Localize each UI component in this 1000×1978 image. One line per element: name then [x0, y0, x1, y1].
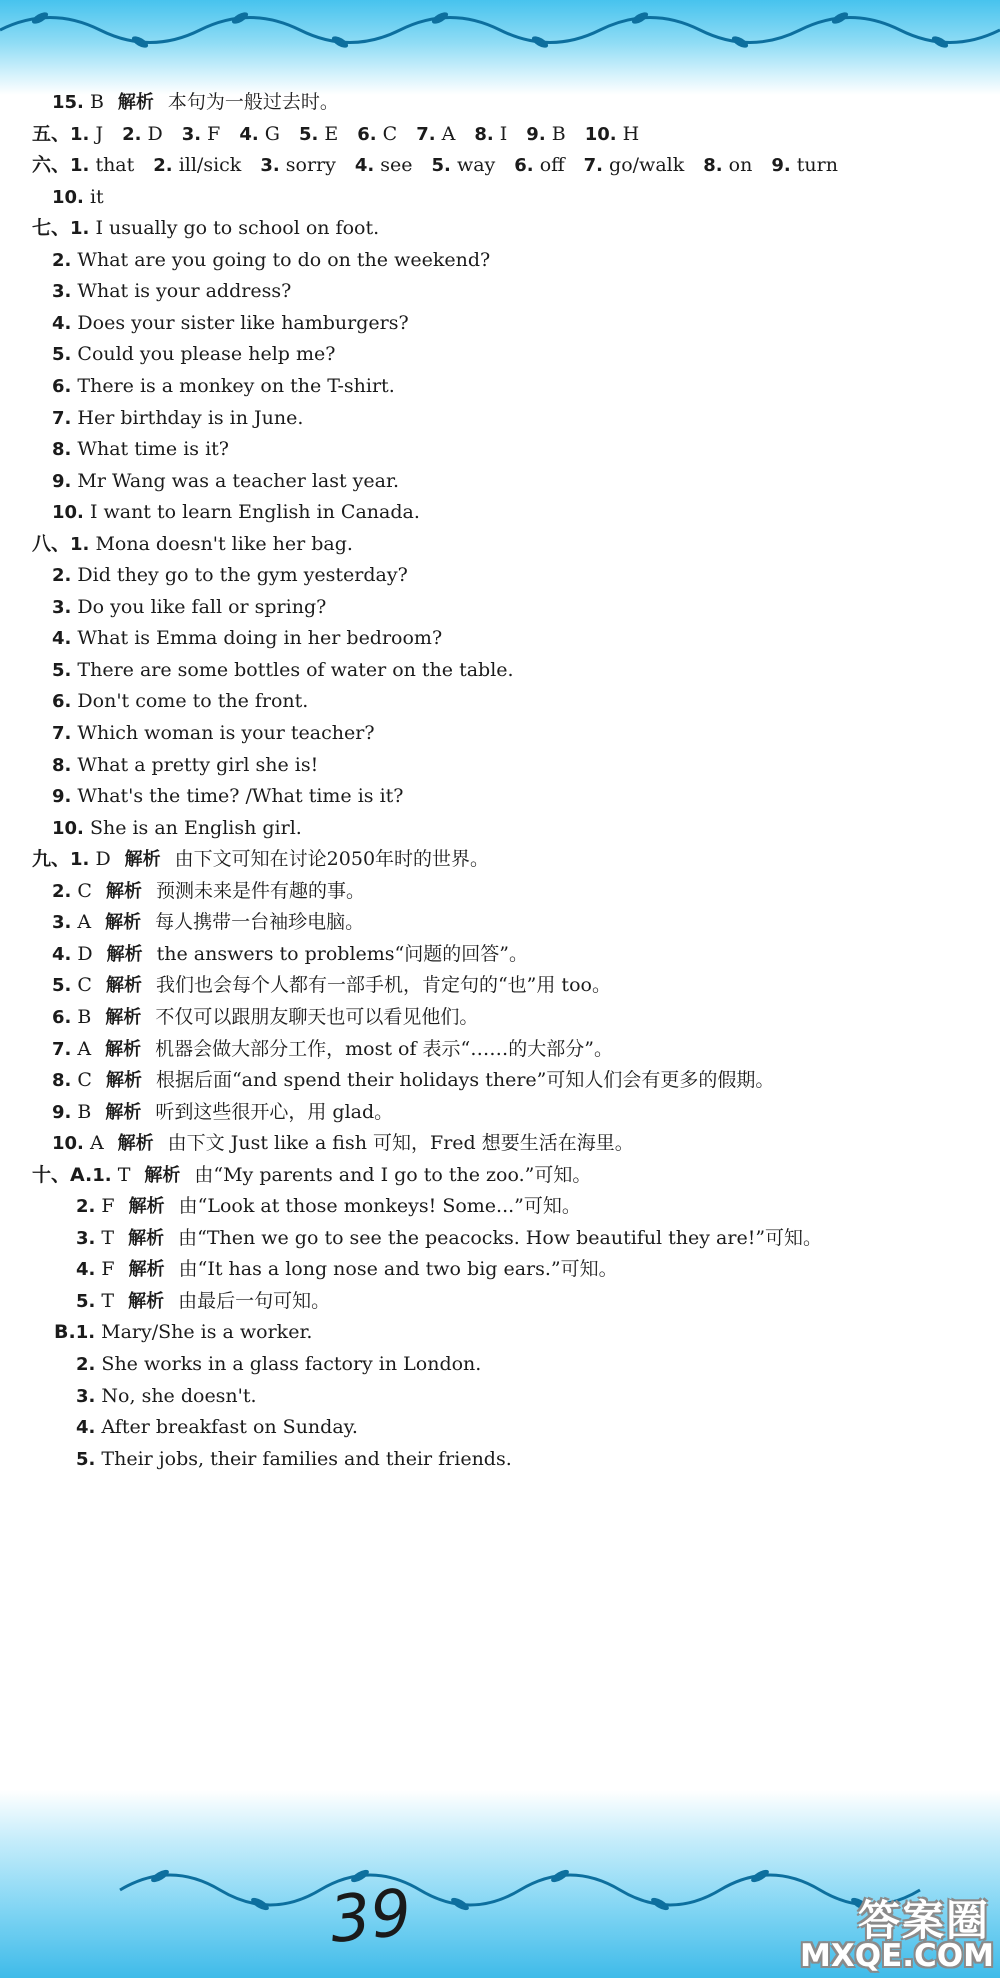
answer-text: What is your address? [77, 280, 292, 303]
answer-letter: C [77, 974, 92, 997]
item-number: 3. [52, 281, 72, 303]
item-number: 1. [75, 1322, 96, 1344]
answer-line [52, 973, 611, 998]
answer-line [52, 816, 302, 841]
item-number: 2. [153, 155, 173, 177]
item-number: 9. [52, 786, 72, 808]
item-answer: turn [796, 154, 838, 177]
item-answer: sorry [285, 154, 336, 177]
analysis-label: 解析 [105, 880, 142, 902]
answer-line [52, 1100, 393, 1125]
answer-line [52, 279, 291, 304]
item-number: 5. [431, 155, 451, 177]
analysis-label: 解析 [105, 1070, 142, 1092]
item-number: 7. [583, 155, 603, 177]
item-number: 5. [298, 123, 319, 145]
item-number: 3. [52, 596, 72, 618]
analysis-label: 解析 [124, 849, 161, 871]
answer-letter: C [77, 879, 92, 902]
answer-letter: T [117, 1163, 131, 1186]
item-answer: A [441, 122, 456, 145]
analysis-label: 解析 [105, 912, 142, 934]
analysis-label: 解析 [128, 1259, 165, 1281]
answer-line [52, 910, 364, 935]
section-marker: 五、 [32, 122, 71, 145]
answer-line [76, 1352, 481, 1377]
answer-line [32, 153, 857, 178]
item-number: 5. [52, 975, 72, 997]
section-marker: 十、A. [32, 1163, 93, 1186]
answer-line [52, 721, 375, 746]
answer-text: I want to learn English in Canada. [89, 501, 420, 524]
item-answer: D [147, 122, 163, 145]
item-number: 7. [52, 1038, 72, 1060]
item-answer: E [324, 122, 339, 145]
item-number: 5. [76, 1290, 96, 1312]
item-number: 1. [70, 218, 90, 240]
item-answer: J [95, 122, 104, 145]
answer-letter: D [95, 848, 111, 871]
item-answer: ill/sick [178, 154, 242, 177]
analysis-label: 解析 [128, 1196, 165, 1218]
item-number: 8. [474, 123, 494, 145]
answer-text: No, she doesn't. [101, 1384, 257, 1407]
answer-text: 由最后一句可知。 [178, 1289, 331, 1312]
answer-line [52, 753, 318, 778]
item-number: 2. [76, 1196, 96, 1218]
answer-line [52, 595, 326, 620]
analysis-label: 解析 [105, 1038, 142, 1060]
answer-line [76, 1384, 257, 1409]
item-answer: on [728, 154, 753, 177]
item-number: 6. [52, 375, 72, 397]
item-number: 6. [357, 123, 377, 145]
answer-letter: D [77, 942, 93, 965]
item-number: 6. [52, 691, 72, 713]
answer-text: There are some bottles of water on the table. [77, 658, 514, 681]
item-number: 7. [52, 407, 72, 429]
answer-text: Her birthday is in June. [77, 406, 304, 429]
answer-line [52, 1037, 613, 1062]
answer-line [52, 437, 229, 462]
item-number: 6. [52, 1006, 72, 1028]
answer-text: What is Emma doing in her bedroom? [77, 627, 443, 650]
item-number: 3. [76, 1385, 96, 1407]
item-number: 4. [76, 1259, 96, 1281]
answer-letter: T [101, 1289, 115, 1312]
item-number: 9. [771, 155, 791, 177]
item-number: 1. [70, 155, 90, 177]
analysis-label: 解析 [105, 975, 142, 997]
item-number: 8. [703, 155, 723, 177]
item-number: 4. [52, 943, 72, 965]
answer-text: Could you please help me? [77, 343, 336, 366]
answer-letter: F [101, 1195, 115, 1218]
answer-text: What are you going to do on the weekend? [77, 248, 491, 271]
watermark [799, 1888, 998, 1978]
item-number: 5. [52, 344, 72, 366]
section-marker: 八、 [32, 532, 71, 555]
answer-text: There is a monkey on the T-shirt. [77, 374, 395, 397]
answer-text: Does your sister like hamburgers? [77, 311, 409, 334]
analysis-label: 解析 [128, 1290, 165, 1312]
item-number: 4. [52, 628, 72, 650]
item-number: 10. [584, 123, 617, 145]
answer-text: What's the time? /What time is it? [77, 785, 404, 808]
analysis-label: 解析 [144, 1164, 181, 1186]
item-number: 7. [52, 723, 72, 744]
answer-text: Do you like fall or spring? [77, 595, 327, 618]
item-number: 1. [70, 123, 90, 145]
answer-line [32, 216, 379, 241]
answer-line [52, 90, 339, 115]
answer-line [52, 500, 420, 525]
item-answer: that [95, 154, 135, 177]
answer-text: 由下文可知在讨论2050年时的世界。 [174, 848, 490, 871]
answer-text: Mr Wang was a teacher last year. [77, 469, 400, 492]
answer-text: I usually go to school on foot. [95, 217, 380, 240]
answer-line [52, 626, 442, 651]
answer-text: 由“My parents and I go to the zoo.”可知。 [194, 1163, 592, 1186]
answer-line [52, 469, 399, 494]
item-number: 4. [239, 123, 259, 145]
analysis-label: 解析 [117, 1133, 154, 1155]
item-number: 6. [514, 155, 534, 177]
answer-line [52, 1068, 774, 1093]
answer-text: 听到这些很开心，用 glad。 [155, 1100, 394, 1123]
item-number: 3. [76, 1227, 96, 1249]
section-marker: 七、 [32, 217, 71, 240]
answer-text: She works in a glass factory in London. [101, 1353, 482, 1375]
item-number: 3. [52, 912, 72, 934]
answer-line [52, 658, 514, 683]
item-number: 4. [52, 312, 72, 334]
item-number: 2. [122, 123, 142, 145]
answer-text: What a pretty girl she is! [77, 753, 319, 776]
answer-line [32, 532, 353, 557]
item-answer: off [539, 154, 565, 177]
answer-line [76, 1226, 822, 1251]
answer-line [52, 342, 335, 367]
item-number: 5. [52, 659, 72, 681]
answer-text: the answers to problems“问题的回答”。 [156, 942, 528, 965]
answer-text: What time is it? [77, 438, 229, 461]
analysis-label: 解析 [106, 943, 143, 965]
item-number: 1. [92, 1164, 112, 1186]
answer-letter: B [77, 1100, 92, 1123]
answer-line [32, 847, 489, 872]
item-number: 8. [52, 754, 72, 776]
item-number: 4. [76, 1417, 96, 1439]
watermark-url: MXQE.COM [799, 1938, 994, 1974]
answer-line [52, 942, 528, 967]
item-number: 9. [52, 1101, 72, 1123]
answer-line [52, 689, 308, 714]
answer-text: it [89, 185, 104, 208]
answer-text: Mary/She is a worker. [101, 1321, 313, 1344]
answer-text: Mona doesn't like her bag. [95, 532, 353, 555]
answer-text: 由“It has a long nose and two big ears.”可知。 [178, 1258, 618, 1281]
answer-line [52, 784, 403, 809]
answer-text: 根据后面“and spend their holidays there”可知人们会有更多的假期。 [155, 1069, 775, 1092]
item-number: 3. [181, 123, 202, 145]
answer-letter: C [77, 1069, 92, 1092]
item-number: 10. [52, 817, 84, 839]
section-marker: 六、 [32, 154, 71, 177]
answer-text: Don't come to the front. [77, 690, 309, 713]
item-number: 8. [52, 1070, 72, 1092]
page-number: 39 [326, 1875, 416, 1959]
answer-line [52, 311, 409, 336]
answer-letter: A [77, 911, 92, 934]
item-number: 8. [52, 439, 72, 461]
item-number: 9. [52, 470, 72, 492]
item-number: 10. [52, 502, 84, 524]
answer-line [32, 1163, 591, 1188]
item-number: 2. [52, 880, 72, 902]
item-number: 1. [70, 533, 90, 555]
analysis-label: 解析 [105, 1101, 142, 1123]
answer-text: 不仅可以跟朋友聊天也可以看见他们。 [155, 1005, 479, 1028]
item-number: 10. [52, 1133, 84, 1155]
item-answer: H [622, 122, 640, 145]
item-number: 4. [354, 155, 375, 177]
section-marker: 九、 [32, 848, 71, 871]
item-number: 5. [76, 1448, 96, 1470]
item-answer: see [380, 154, 413, 177]
item-number: 10. [52, 186, 84, 208]
watermark-logo-text: 答案圈 [857, 1896, 990, 1945]
answer-line [76, 1447, 512, 1472]
answer-text: 由“Look at those monkeys! Some...”可知。 [178, 1195, 581, 1218]
item-answer: go/walk [609, 154, 685, 177]
answer-text: Their jobs, their families and their friends. [101, 1447, 512, 1470]
answer-letter: B [77, 1005, 92, 1028]
answer-letter: B [89, 91, 104, 113]
answer-line [52, 185, 104, 210]
item-answer: I [499, 122, 508, 145]
analysis-label: 解析 [105, 1006, 142, 1028]
section-marker: B. [54, 1321, 76, 1344]
answer-text: 由下文 Just like a fish 可知，Fred 想要生活在海里。 [167, 1132, 634, 1155]
item-answer: C [382, 122, 398, 145]
answer-line [76, 1194, 581, 1219]
answer-text: She is an English girl. [89, 816, 302, 839]
answer-line [52, 1131, 634, 1156]
item-number: 2. [52, 249, 72, 271]
answer-line [52, 563, 408, 588]
vine-ornament-top [0, 0, 1000, 60]
answer-line [52, 406, 303, 431]
answer-text: 预测未来是件有趣的事。 [155, 879, 365, 902]
answer-letter: A [77, 1037, 92, 1060]
answer-line [76, 1415, 358, 1440]
answer-letter: F [101, 1258, 115, 1281]
answer-text: 我们也会每个人都有一部手机，肯定句的“也”用 too。 [155, 974, 611, 997]
answer-line [52, 248, 490, 273]
answer-letter: A [89, 1132, 104, 1155]
answer-text: Which woman is your teacher? [77, 722, 375, 744]
answer-line [52, 1005, 478, 1030]
answer-text: 每人携带一台袖珍电脑。 [155, 911, 365, 934]
top-decorative-band [0, 0, 1000, 95]
answer-text: 由“Then we go to see the peacocks. How beautiful they are!”可知。 [178, 1226, 823, 1249]
answer-text: 本句为一般过去时。 [167, 91, 339, 113]
item-answer: G [264, 122, 280, 145]
item-number: 1. [70, 849, 90, 871]
item-answer: F [207, 122, 221, 145]
answer-line [52, 879, 365, 904]
analysis-label: 解析 [117, 92, 154, 113]
item-number: 9. [526, 123, 546, 145]
item-answer: B [551, 122, 566, 145]
analysis-label: 解析 [128, 1227, 165, 1249]
answer-line [32, 122, 658, 147]
answer-text: Did they go to the gym yesterday? [77, 564, 408, 587]
answer-line [52, 374, 395, 399]
item-number: 2. [76, 1354, 96, 1375]
answer-line [54, 1320, 312, 1345]
answer-letter: T [101, 1226, 115, 1249]
item-number: 15. [52, 92, 84, 113]
item-number: 7. [416, 123, 436, 145]
item-answer: way [456, 154, 496, 177]
item-number: 3. [260, 155, 280, 177]
answer-line [76, 1257, 618, 1282]
item-number: 2. [52, 565, 72, 587]
answer-line [76, 1289, 330, 1314]
answer-text: After breakfast on Sunday. [101, 1416, 358, 1439]
answer-text: 机器会做大部分工作，most of 表示“……的大部分”。 [155, 1037, 613, 1060]
